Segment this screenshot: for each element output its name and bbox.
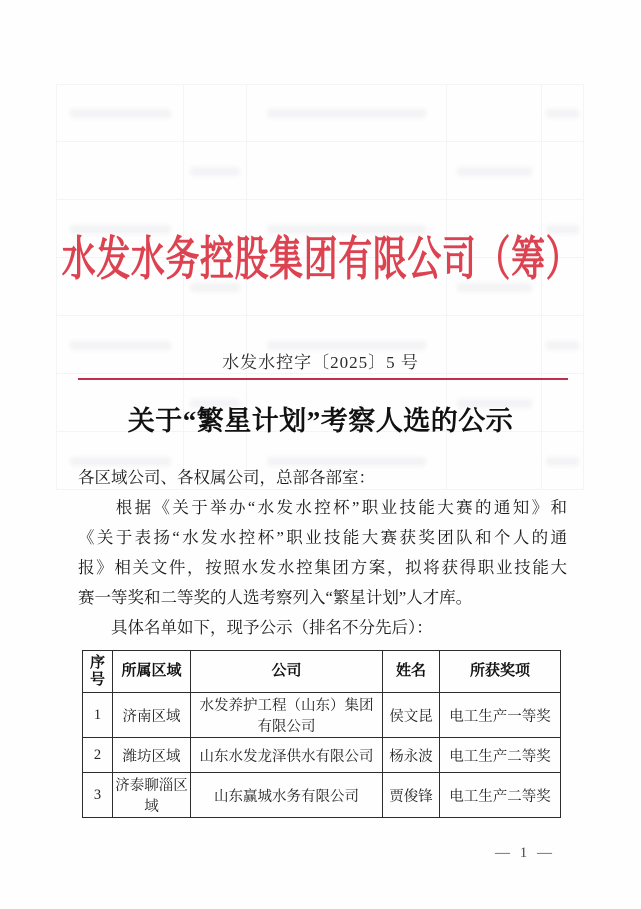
table-cell: 电工生产一等奖	[440, 693, 561, 738]
ghost-text-smudge	[457, 167, 532, 176]
column-header: 所属区域	[113, 651, 191, 693]
table-cell: 水发养护工程（山东）集团有限公司	[191, 693, 383, 738]
award-roster-table	[82, 650, 561, 818]
table-cell: 潍坊区域	[113, 738, 191, 773]
red-separator-rule	[78, 378, 568, 380]
ghost-cell	[446, 142, 541, 199]
table-cell: 侯文昆	[383, 693, 440, 738]
table-row	[83, 738, 561, 773]
table-row	[83, 693, 561, 738]
table-header-row	[83, 651, 561, 693]
ghost-cell	[57, 142, 183, 199]
ghost-cell	[541, 85, 583, 141]
ghost-cell	[246, 85, 446, 141]
column-header: 姓名	[383, 651, 440, 693]
ghost-cell	[57, 85, 183, 141]
company-letterhead-title: 水发水务控股集团有限公司（筹）	[61, 233, 580, 286]
ghost-cell	[183, 142, 246, 199]
body-line: 根据《关于举办“水发水控杯”职业技能大赛的通知》和	[78, 498, 567, 517]
ghost-cell	[541, 142, 583, 199]
table-cell: 山东水发龙泽供水有限公司	[191, 738, 383, 773]
column-header: 公司	[191, 651, 383, 693]
body-line: 各区域公司、各权属公司，总部各部室：	[78, 468, 375, 487]
table-row	[83, 773, 561, 818]
ghost-row	[56, 84, 584, 142]
ghost-text-smudge	[546, 109, 579, 118]
document-body	[78, 463, 567, 643]
letterhead-banner	[0, 213, 641, 297]
ghost-text-smudge	[267, 109, 426, 118]
table-cell: 山东赢城水务有限公司	[191, 773, 383, 818]
body-line: 具体名单如下，现予公示（排名不分先后）：	[78, 618, 433, 637]
ghost-cell	[246, 142, 446, 199]
body-line: 《关于表扬“水发水控杯”职业技能大赛获奖团队和个人的通	[78, 528, 567, 547]
table-cell: 贾俊锋	[383, 773, 440, 818]
document-reference-number: 水发水控字〔2025〕5 号	[222, 353, 419, 372]
table-cell: 3	[83, 773, 113, 818]
table-cell: 济泰聊淄区域	[113, 773, 191, 818]
ghost-row	[56, 142, 584, 200]
column-header: 所获奖项	[440, 651, 561, 693]
body-line: 报》相关文件，按照水发水控集团方案，拟将获得职业技能大	[78, 558, 567, 577]
ghost-text-smudge	[70, 109, 171, 118]
ghost-cell	[446, 85, 541, 141]
document-title: 关于“繁星计划”考察人选的公示	[127, 406, 514, 436]
table-cell: 1	[83, 693, 113, 738]
table-cell: 电工生产二等奖	[440, 773, 561, 818]
table-cell: 杨永波	[383, 738, 440, 773]
body-line: 赛一等奖和二等奖的人选考察列入“繁星计划”人才库。	[78, 588, 473, 607]
table-cell: 电工生产二等奖	[440, 738, 561, 773]
ghost-cell	[183, 85, 246, 141]
ghost-text-smudge	[190, 167, 240, 176]
page-number: — 1 —	[495, 845, 555, 861]
column-header: 序号	[83, 651, 113, 693]
table-cell: 2	[83, 738, 113, 773]
table-cell: 济南区域	[113, 693, 191, 738]
